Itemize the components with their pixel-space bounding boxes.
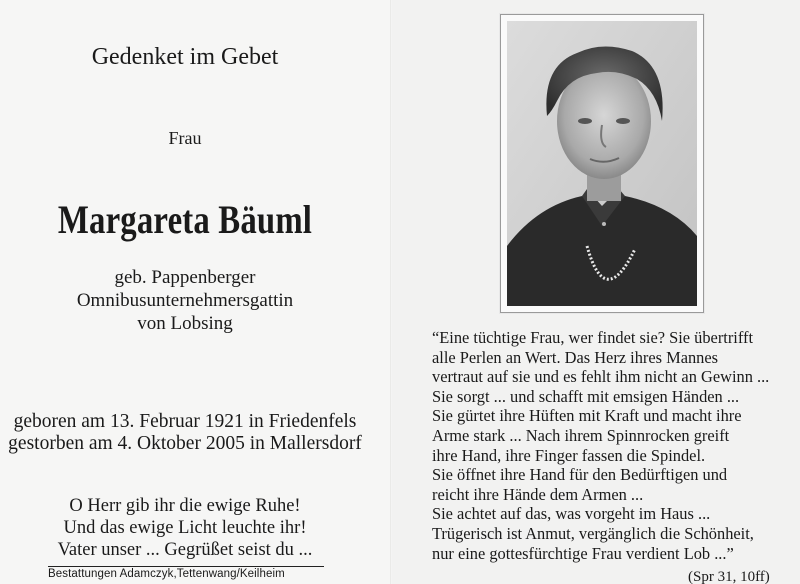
quote-line: Arme stark ... Nach ihrem Spinnrocken greift xyxy=(432,425,730,445)
quote-citation: (Spr 31, 10ff) xyxy=(688,569,770,584)
title-frau: Frau xyxy=(168,128,202,148)
quote-line: Sie öffnet ihre Hand für den Bedürftigen und xyxy=(432,465,728,485)
right-page xyxy=(392,0,800,584)
quote-line: vertraut auf sie und es fehlt ihm nicht an Gewinn ... xyxy=(432,367,770,387)
quote-line: Trügerisch ist Anmut, vergänglich die Schönheit, xyxy=(432,523,754,543)
birth-name: geb. Pappenberger xyxy=(114,267,256,288)
quote-line: ihre Hand, ihre Finger fassen die Spindel. xyxy=(432,445,706,465)
funeral-home-imprint: Bestattungen Adamczyk,Tettenwang/Keilheim xyxy=(48,566,324,580)
quote-line: “Eine tüchtige Frau, wer findet sie? Sie übertrifft xyxy=(432,328,754,347)
deceased-details xyxy=(0,266,370,335)
quote-line: Sie gürtet ihre Hüften mit Kraft und macht ihre xyxy=(432,406,742,426)
birth-date: geboren am 13. Februar 1921 in Friedenfels xyxy=(13,411,357,432)
portrait-image xyxy=(507,21,697,306)
bible-quote xyxy=(432,328,800,563)
death-date: gestorben am 4. Oktober 2005 in Mallersdorf xyxy=(8,433,362,454)
quote-line: Sie sorgt ... und schafft mit emsigen Händen ... xyxy=(432,386,740,406)
left-page xyxy=(0,0,392,584)
hometown: von Lobsing xyxy=(137,313,233,334)
quote-line: reicht ihre Hände dem Armen ... xyxy=(432,484,644,504)
memorial-heading: Gedenket im Gebet xyxy=(91,44,279,70)
life-dates xyxy=(0,411,370,455)
quote-line: nur eine gottesfürchtige Frau verdient Lob ...” xyxy=(432,543,734,563)
deceased-name: Margareta Bäuml xyxy=(57,197,313,242)
prayer-line: Und das ewige Licht leuchte ihr! xyxy=(63,518,307,538)
quote-line: Sie achtet auf das, was vorgeht im Haus ... xyxy=(432,504,711,524)
portrait-photo xyxy=(500,14,704,313)
prayer-text xyxy=(0,495,370,561)
quote-line: alle Perlen an Wert. Das Herz ihres Mannes xyxy=(432,347,719,367)
prayer-line: Vater unser ... Gegrüßet seist du ... xyxy=(57,540,313,560)
prayer-line: O Herr gib ihr die ewige Ruhe! xyxy=(69,496,301,516)
occupation: Omnibusunternehmersgattin xyxy=(76,290,294,311)
